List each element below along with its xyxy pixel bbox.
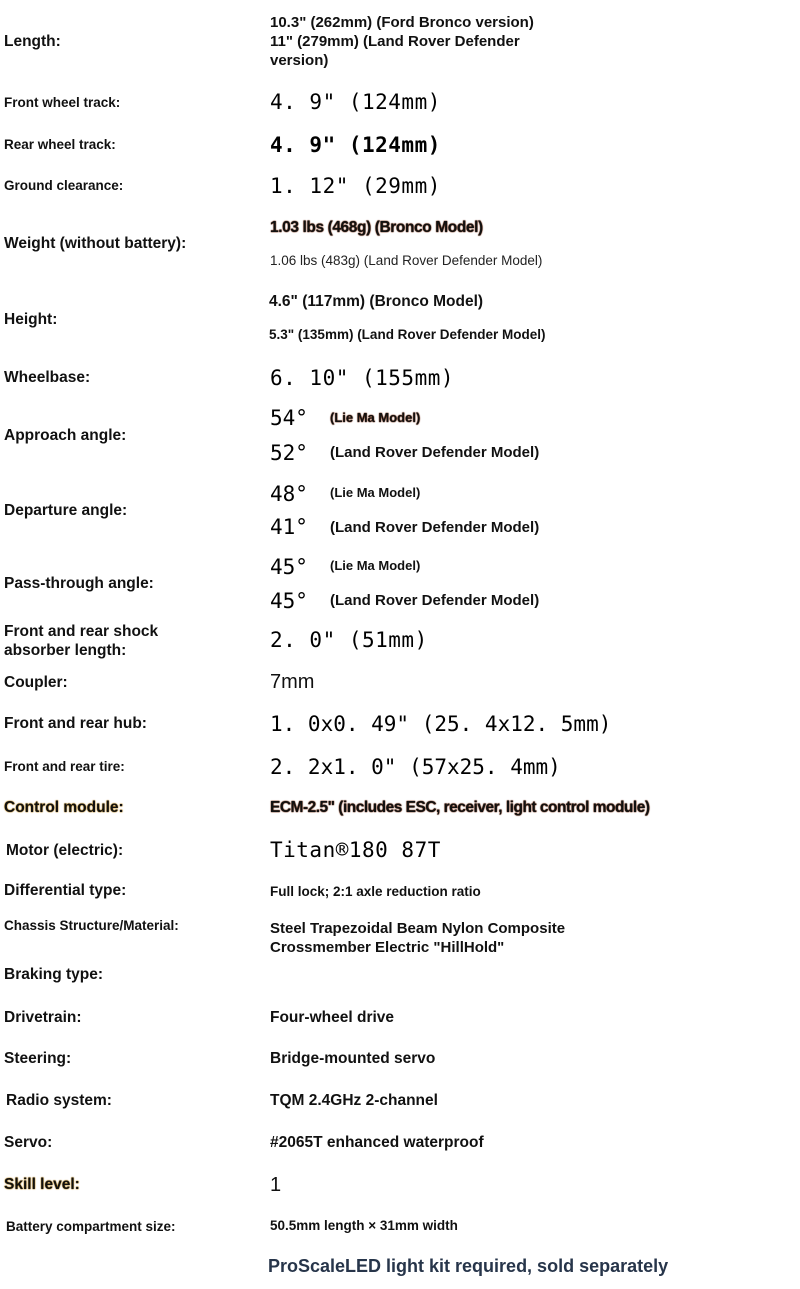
hub-label: Front and rear hub: [4, 715, 147, 732]
front-track-label: Front wheel track: [4, 95, 121, 110]
pass-through-bronco-degrees: 45° [270, 555, 308, 579]
pass-through-bronco-model: (Lie Ma Model) [330, 558, 421, 573]
ground-clearance-value: 1. 12" (29mm) [270, 174, 441, 198]
weight-bronco-value: 1.03 lbs (468g) (Bronco Model) [270, 219, 483, 236]
light-kit-note: ProScaleLED light kit required, sold separately [268, 1256, 669, 1276]
skill-value: 1 [270, 1174, 282, 1196]
wheelbase-label: Wheelbase: [4, 369, 91, 386]
pass-through-defender-model: (Land Rover Defender Model) [330, 592, 540, 609]
differential-label: Differential type: [4, 882, 127, 899]
departure-defender-model: (Land Rover Defender Model) [330, 519, 540, 536]
motor-label: Motor (electric): [6, 842, 124, 859]
skill-label: Skill level: [4, 1176, 80, 1193]
pass-through-label: Pass-through angle: [4, 575, 154, 592]
height-bronco-value: 4.6" (117mm) (Bronco Model) [269, 293, 484, 310]
control-value: ECM-2.5" (includes ESC, receiver, light control module) [270, 799, 650, 816]
approach-defender-model: (Land Rover Defender Model) [330, 444, 540, 461]
rear-track-value: 4. 9" (124mm) [270, 133, 441, 157]
hub-value: 1. 0x0. 49" (25. 4x12. 5mm) [270, 712, 612, 736]
servo-value: #2065T enhanced waterproof [270, 1134, 484, 1151]
braking-label: Braking type: [4, 966, 104, 983]
coupler-value: 7mm [270, 671, 315, 693]
shock-value: 2. 0" (51mm) [270, 628, 428, 652]
departure-bronco-degrees: 48° [270, 482, 308, 506]
radio-value: TQM 2.4GHz 2-channel [270, 1092, 438, 1109]
length-value: 10.3" (262mm) (Ford Bronco version) 11" (279mm) (Land Rover Defender version) [270, 14, 534, 69]
battery-value: 50.5mm length × 31mm width [270, 1218, 458, 1233]
steering-value: Bridge-mounted servo [270, 1050, 436, 1067]
chassis-label: Chassis Structure/Material: [4, 918, 179, 933]
height-defender-value: 5.3" (135mm) (Land Rover Defender Model) [269, 327, 546, 342]
wheelbase-value: 6. 10" (155mm) [270, 366, 455, 390]
servo-label: Servo: [4, 1134, 53, 1151]
battery-label: Battery compartment size: [6, 1219, 176, 1234]
weight-defender-value: 1.06 lbs (483g) (Land Rover Defender Model) [270, 253, 543, 268]
pass-through-defender-degrees: 45° [270, 589, 308, 613]
motor-value: Titan®180 87T [270, 838, 441, 862]
differential-value: Full lock; 2:1 axle reduction ratio [270, 884, 481, 899]
ground-clearance-label: Ground clearance: [4, 178, 124, 193]
weight-label: Weight (without battery): [4, 235, 187, 252]
control-label: Control module: [4, 799, 124, 816]
length-label: Length: [4, 33, 61, 50]
steering-label: Steering: [4, 1050, 72, 1067]
chassis-value: Steel Trapezoidal Beam Nylon Composite Crossmember Electric "HillHold" [270, 920, 566, 956]
radio-label: Radio system: [6, 1092, 112, 1109]
departure-bronco-model: (Lie Ma Model) [330, 485, 421, 500]
coupler-label: Coupler: [4, 674, 68, 691]
departure-label: Departure angle: [4, 502, 128, 519]
approach-bronco-model: (Lie Ma Model) [330, 410, 421, 425]
tire-label: Front and rear tire: [4, 759, 125, 774]
tire-value: 2. 2x1. 0" (57x25. 4mm) [270, 755, 561, 779]
rear-track-label: Rear wheel track: [4, 137, 116, 152]
height-label: Height: [4, 311, 58, 328]
departure-defender-degrees: 41° [270, 515, 308, 539]
approach-label: Approach angle: [4, 427, 127, 444]
drivetrain-label: Drivetrain: [4, 1009, 82, 1026]
approach-defender-degrees: 52° [270, 441, 308, 465]
shock-label: Front and rear shock absorber length: [4, 623, 159, 659]
drivetrain-value: Four-wheel drive [270, 1009, 395, 1026]
approach-bronco-degrees: 54° [270, 406, 308, 430]
front-track-value: 4. 9" (124mm) [270, 90, 441, 114]
